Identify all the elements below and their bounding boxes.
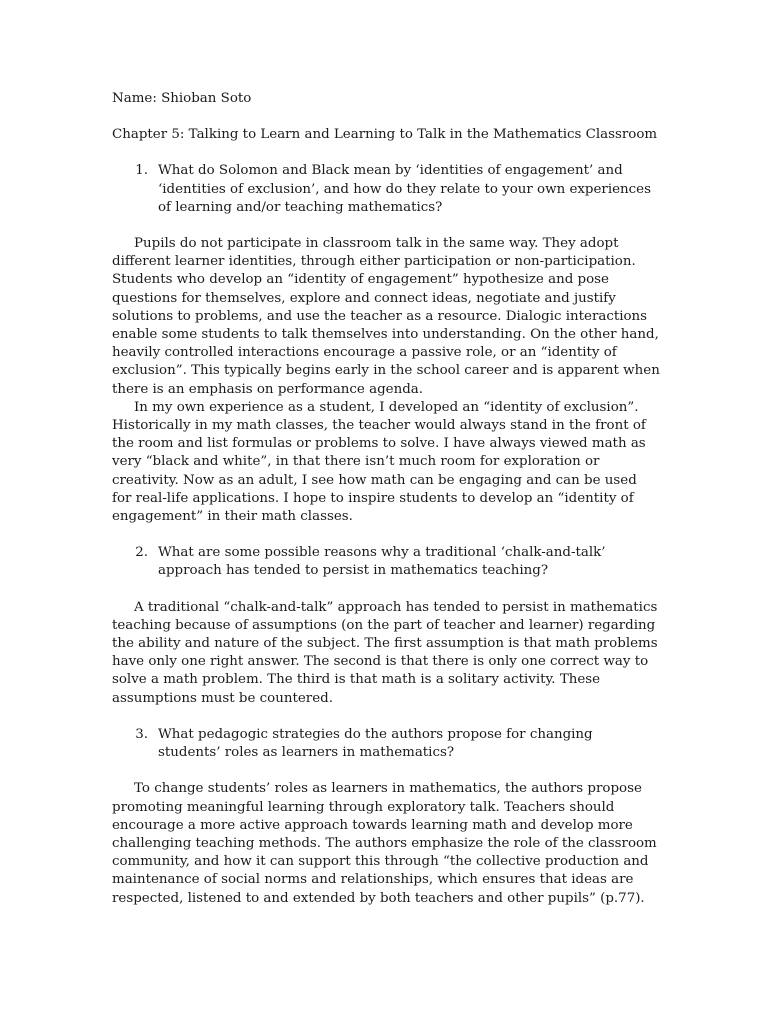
document-page bbox=[112, 90, 660, 926]
answer-paragraph: In my own experience as a student, I developed an “identity of exclusion”. Historically in my math classes, the teacher would always stand in the front of the room and list formulas or problems to solve. I have always viewed math as very “black and white”, in that there isn’t much room for exploration or creativity. Now as an adult, I see how math can be engaging and can be used for real-life applications. I hope to inspire students to develop an “identity of engagement” in their math classes. bbox=[112, 399, 646, 525]
question-text: What are some possible reasons why a traditional ‘chalk-and-talk’ approach has tended to persist in mathematics teaching? bbox=[158, 545, 606, 579]
answer-1 bbox=[112, 235, 660, 526]
question-3 bbox=[112, 726, 660, 762]
question-2 bbox=[112, 544, 660, 580]
answer-paragraph: A traditional “chalk-and-talk” approach has tended to persist in mathematics teaching because of assumptions (on the part of teacher and learner) regarding the ability and nature of the subject. The first assumption is that math problems have only one right answer. The second is that there is only one correct way to solve a math problem. The third is that math is a solitary activity. These assumptions must be countered. bbox=[112, 599, 658, 706]
answer-2 bbox=[112, 599, 660, 708]
chapter-title: Chapter 5: Talking to Learn and Learning to Talk in the Mathematics Classroom bbox=[112, 127, 658, 143]
question-1 bbox=[112, 162, 660, 217]
answer-3 bbox=[112, 780, 660, 907]
student-name: Name: Shioban Soto bbox=[112, 91, 252, 106]
question-number: 3. bbox=[135, 726, 148, 742]
answer-paragraph: To change students’ roles as learners in mathematics, the authors propose promoting meaningful learning through exploratory talk. Teachers should encourage a more active approach towards learning math and develop more challenging teaching methods. The authors emphasize the role of the classroom community, and how it can support this through “the collective production and maintenance of social norms and relationships, which ensures that ideas are respected, listened to and extended by both teachers and other pupils” (p.77). bbox=[112, 781, 657, 906]
answer-paragraph: Pupils do not participate in classroom talk in the same way. They adopt different learner identities, through either participation or non-participation. Students who develop an “identity of engagement” hypothesize and pose questions for themselves, explore and connect ideas, negotiate and justify solutions to problems, and use the teacher as a resource. Dialogic interactions enable some students to talk themselves into understanding. On the other hand, heavily controlled interactions encourage a passive role, or an “identity of exclusion”. This typically begins early in the school career and is apparent when there is an emphasis on performance agenda. bbox=[112, 236, 660, 397]
question-text: What do Solomon and Black mean by ‘identities of engagement’ and ‘identities of exclusion’, and how do they relate to your own experiences of learning and/or teaching mathematics? bbox=[158, 163, 651, 215]
question-number: 1. bbox=[135, 163, 148, 179]
question-text: What pedagogic strategies do the authors propose for changing students’ roles as learners in mathematics? bbox=[158, 726, 593, 761]
question-number: 2. bbox=[135, 545, 148, 561]
